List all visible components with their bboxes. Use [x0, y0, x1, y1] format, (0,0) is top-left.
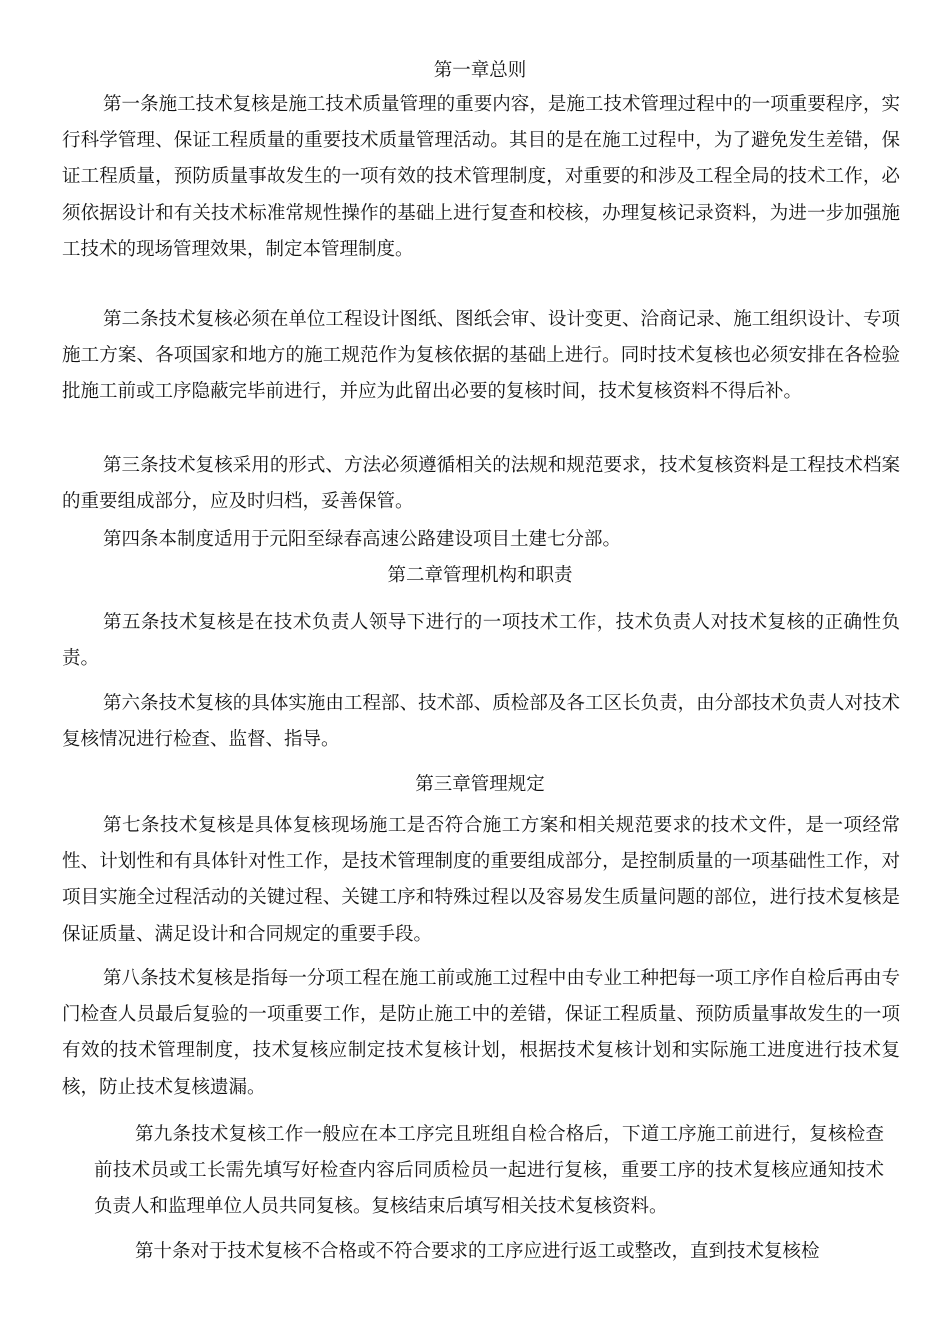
article-10-paragraph: 第十条对于技术复核不合格或不符合要求的工序应进行返工或整改，直到技术复核检: [135, 1241, 820, 1262]
article-2-paragraph: 第二条技术复核必须在单位工程设计图纸、图纸会审、设计变更、洽商记录、施工组织设计、专项施工方案、各项国家和地方的施工规范作为复核依据的基础上进行。同时技术复核也必须安排在各检验批施工前或工序隐蔽完毕前进行，并应为此留出必要的复核时间，技术复核资料不得后补。: [62, 309, 900, 403]
article-5-paragraph: 第五条技术复核是在技术负责人领导下进行的一项技术工作，技术负责人对技术复核的正确性负责。: [62, 612, 900, 670]
article-1-paragraph: 第一条施工技术复核是施工技术质量管理的重要内容，是施工技术管理过程中的一项重要程序，实行科学管理、保证工程质量的重要技术质量管理活动。其目的是在施工过程中，为了避免发生差错，保证工程质量，预防质量事故发生的一项有效的技术管理制度，对重要的和涉及工程全局的技术工作，必须依据设计和有关技术标准常规性操作的基础上进行复查和校核，办理复核记录资料，为进一步加强施工技术的现场管理效果，制定本管理制度。: [62, 94, 900, 260]
article-8-paragraph: 第八条技术复核是指每一分项工程在施工前或施工过程中由专业工种把每一项工序作自检后再由专门检查人员最后复验的一项重要工作，是防止施工中的差错，保证工程质量、预防质量事故发生的一项有效的技术管理制度，技术复核应制定技术复核计划，根据技术复核计划和实际施工进度进行技术复核，防止技术复核遗漏。: [62, 968, 900, 1098]
chapter-1-heading: 第一章总则: [433, 60, 527, 81]
article-9-paragraph: 第九条技术复核工作一般应在本工序完且班组自检合格后，下道工序施工前进行，复核检查前技术员或工长需先填写好检查内容后同质检员一起进行复核，重要工序的技术复核应通知技术负责人和监理单位人员共同复核。复核结束后填写相关技术复核资料。: [94, 1124, 884, 1218]
article-7-paragraph: 第七条技术复核是具体复核现场施工是否符合施工方案和相关规范要求的技术文件，是一项经常性、计划性和有具体针对性工作，是技术管理制度的重要组成部分，是控制质量的一项基础性工作，对项目实施全过程活动的关键过程、关键工序和特殊过程以及容易发生质量问题的部位，进行技术复核是保证质量、满足设计和合同规定的重要手段。: [62, 815, 900, 945]
article-3-paragraph: 第三条技术复核采用的形式、方法必须遵循相关的法规和规范要求，技术复核资料是工程技术档案的重要组成部分，应及时归档，妥善保管。: [62, 455, 900, 513]
article-4-paragraph: 第四条本制度适用于元阳至绿春高速公路建设项目土建七分部。: [103, 529, 622, 550]
chapter-3-heading: 第三章管理规定: [415, 774, 545, 795]
article-6-paragraph: 第六条技术复核的具体实施由工程部、技术部、质检部及各工区长负责，由分部技术负责人对技术复核情况进行检查、监督、指导。: [62, 693, 900, 751]
chapter-2-heading: 第二章管理机构和职责: [387, 565, 573, 586]
